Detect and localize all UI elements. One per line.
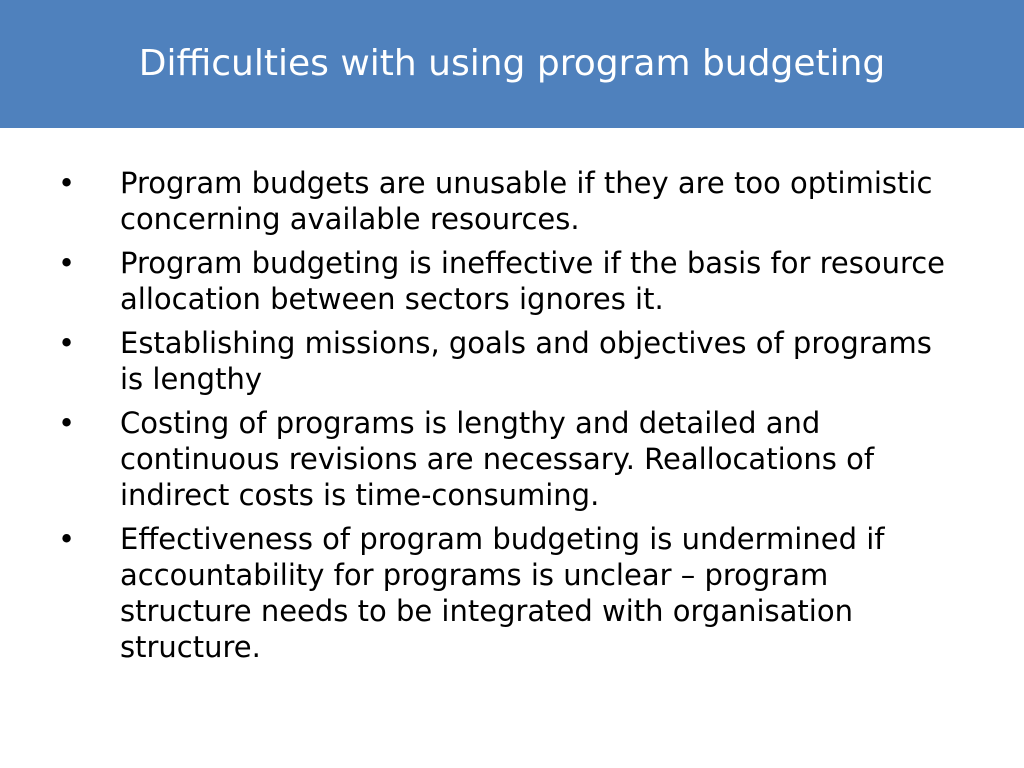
- bullet-item: [58, 325, 958, 397]
- bullet-text: Costing of programs is lengthy and detailed and continuous revisions are necessary. Reallocations of indirect costs is time-consuming.: [120, 406, 875, 512]
- bullet-dot-icon: •: [58, 406, 76, 440]
- bullet-dot-icon: •: [58, 246, 76, 280]
- bullet-list: [58, 165, 958, 673]
- bullet-text: Program budgeting is ineffective if the basis for resource allocation between sectors ignores it.: [120, 246, 946, 316]
- slide-title-bar: [0, 0, 1024, 128]
- bullet-item: [58, 245, 958, 317]
- bullet-dot-icon: •: [58, 166, 76, 200]
- bullet-dot-icon: •: [58, 326, 76, 360]
- bullet-item: [58, 165, 958, 237]
- bullet-text: Program budgets are unusable if they are too optimistic concerning available resources.: [120, 166, 933, 236]
- slide-title: Difficulties with using program budgeting: [138, 43, 886, 84]
- bullet-item: [58, 521, 958, 665]
- bullet-text: Effectiveness of program budgeting is undermined if accountability for programs is unclear – program structure needs to be integrated with organisation structure.: [120, 522, 885, 664]
- bullet-dot-icon: •: [58, 522, 76, 556]
- bullet-item: [58, 405, 958, 513]
- bullet-text: Establishing missions, goals and objectives of programs is lengthy: [120, 326, 932, 396]
